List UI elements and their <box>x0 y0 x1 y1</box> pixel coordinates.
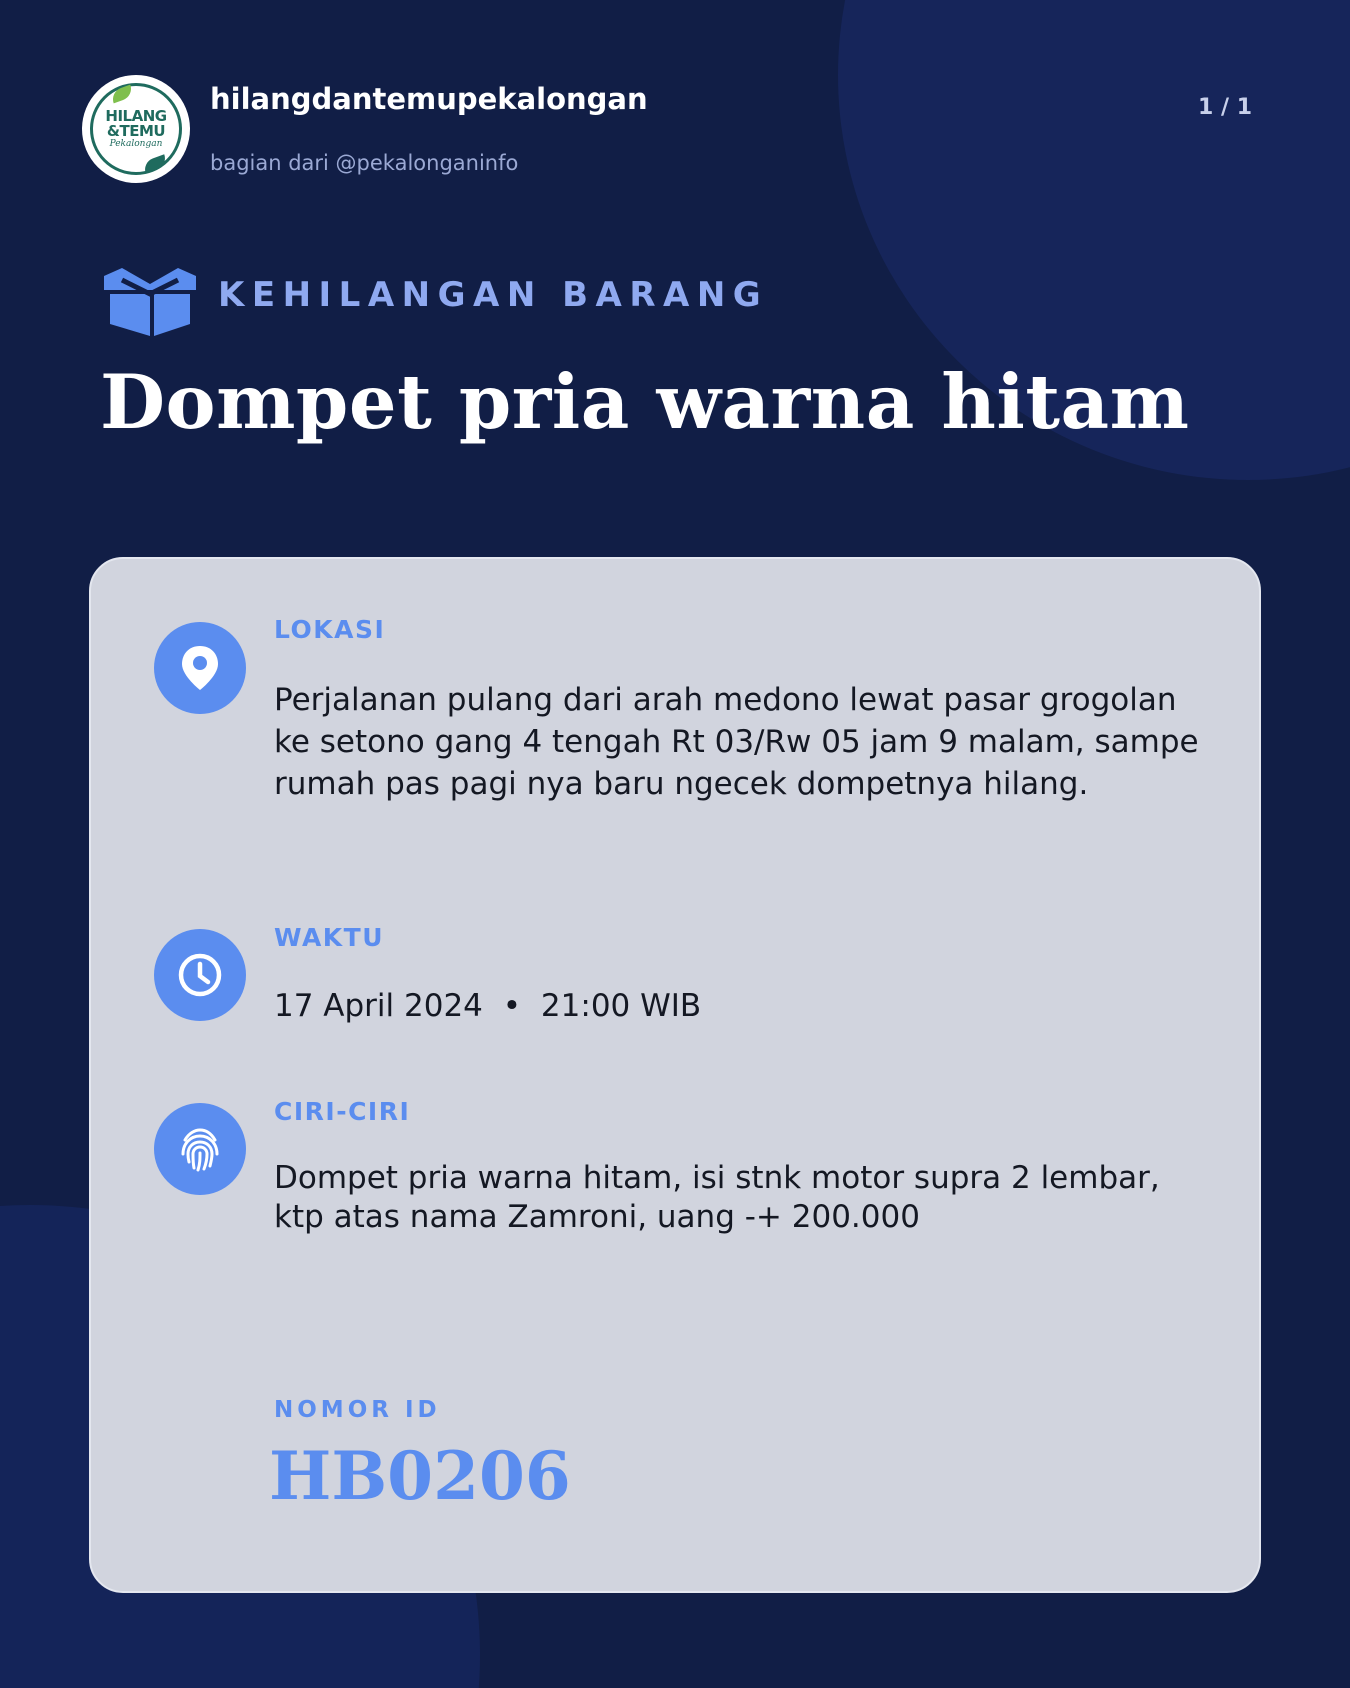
account-subtitle: bagian dari @pekalonganinfo <box>210 151 519 175</box>
account-logo[interactable] <box>82 75 190 183</box>
location-icon-circle <box>154 622 246 714</box>
page-counter: 1 / 1 <box>1198 95 1252 120</box>
page-title: Dompet pria warna hitam <box>100 358 1190 446</box>
id-value: HB0206 <box>269 1437 571 1515</box>
time-icon-circle <box>154 929 246 1021</box>
box-icon <box>102 266 198 336</box>
separator-dot: • <box>502 988 522 1024</box>
time-label: WAKTU <box>274 923 385 952</box>
hour-text: 21:00 WIB <box>540 988 702 1024</box>
features-value: Dompet pria warna hitam, isi stnk motor supra 2 lembar, ktp atas nama Zamroni, uang -+ 200.000 <box>274 1160 1160 1235</box>
logo-ring <box>90 83 182 175</box>
details-card <box>89 557 1261 1593</box>
leaf-icon <box>110 85 135 104</box>
logo-text-line-2: &TEMU <box>106 121 166 140</box>
logo-text-line-3: Pekalongan <box>109 138 163 149</box>
date-text: 17 April 2024 <box>274 988 483 1024</box>
id-label: NOMOR ID <box>274 1397 441 1423</box>
leaf-icon <box>142 154 169 173</box>
map-pin-icon <box>180 644 220 692</box>
category-label: KEHILANGAN BARANG <box>218 275 769 315</box>
clock-icon <box>177 952 223 998</box>
time-value <box>274 985 701 1027</box>
location-label: LOKASI <box>274 615 386 644</box>
features-label: CIRI-CIRI <box>274 1097 411 1126</box>
location-value: Perjalanan pulang dari arah medono lewat pasar grogolan ke setono gang 4 tengah Rt 03/Rw 05 jam 9 malam, sampe rumah pas pagi nya baru ngecek dompetnya hilang. <box>274 682 1199 802</box>
logo-text-line-1: HILANG <box>105 106 167 125</box>
features-icon-circle <box>154 1103 246 1195</box>
account-name[interactable]: hilangdantemupekalongan <box>210 82 648 116</box>
fingerprint-icon <box>177 1126 223 1172</box>
